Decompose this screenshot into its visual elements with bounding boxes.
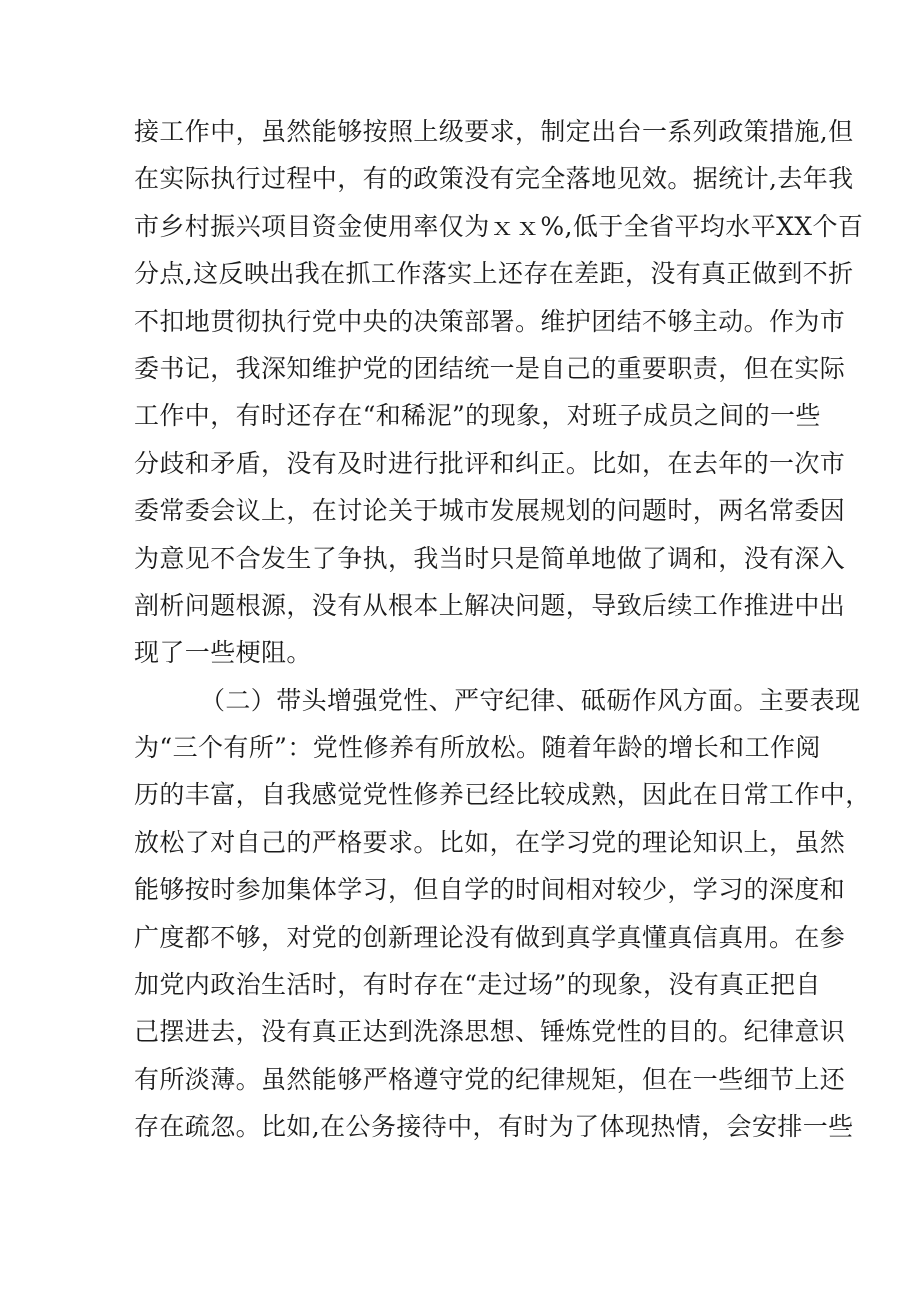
text-line: 能够按时参加集体学习，但自学的时间相对较少，学习的深度和 bbox=[134, 875, 846, 905]
text-line: 委书记，我深知维护党的团结统一是自己的重要职责，但在实际 bbox=[134, 353, 846, 383]
text-line: （二）带头增强党性、严守纪律、砥砺作风方面。主要表现 bbox=[200, 685, 861, 715]
text-line: 剖析问题根源，没有从根本上解决问题，导致后续工作推进中出 bbox=[134, 590, 846, 620]
text-line: 为“三个有所”：党性修养有所放松。随着年龄的增长和工作阅 bbox=[134, 733, 821, 763]
paragraph-2 bbox=[134, 677, 871, 1151]
text-line: 为意见不合发生了争执，我当时只是简单地做了调和，没有深入 bbox=[134, 543, 846, 573]
text-line: 委常委会议上，在讨论关于城市发展规划的问题时，两名常委因 bbox=[134, 496, 846, 526]
text-line: 不扣地贯彻执行党中央的决策部署。维护团结不够主动。作为市 bbox=[134, 306, 846, 336]
paragraph-1 bbox=[134, 108, 864, 677]
text-line: 放松了对自己的严格要求。比如，在学习党的理论知识上，虽然 bbox=[134, 827, 846, 857]
text-line: 己摆进去，没有真正达到洗涤思想、锤炼党性的目的。纪律意识 bbox=[134, 1017, 846, 1047]
text-line: 分点,这反映出我在抓工作落实上还存在差距，没有真正做到不折 bbox=[134, 259, 854, 289]
text-line: 市乡村振兴项目资金使用率仅为ｘｘ%,低于全省平均水平XX个百 bbox=[134, 211, 864, 241]
text-line: 有所淡薄。虽然能够严格遵守党的纪律规矩，但在一些细节上还 bbox=[134, 1064, 846, 1094]
text-line: 工作中，有时还存在“和稀泥”的现象，对班子成员之间的一些 bbox=[134, 401, 821, 431]
text-line: 分歧和矛盾，没有及时进行批评和纠正。比如，在去年的一次市 bbox=[134, 448, 846, 478]
text-line: 现了一些梗阻。 bbox=[134, 638, 312, 668]
text-line: 历的丰富，自我感觉党性修养已经比较成熟，因此在日常工作中， bbox=[134, 780, 871, 810]
text-line: 接工作中，虽然能够按照上级要求，制定出台一系列政策措施,但 bbox=[134, 117, 854, 146]
text-line: 在实际执行过程中，有的政策没有完全落地见效。据统计,去年我 bbox=[134, 164, 854, 194]
document-body bbox=[134, 108, 871, 1151]
text-line: 加党内政治生活时，有时存在“走过场”的现象，没有真正把自 bbox=[134, 970, 821, 1000]
text-line: 广度都不够，对党的创新理论没有做到真学真懂真信真用。在参 bbox=[134, 922, 846, 952]
text-line: 存在疏忽。比如,在公务接待中，有时为了体现热情，会安排一些 bbox=[134, 1112, 854, 1142]
